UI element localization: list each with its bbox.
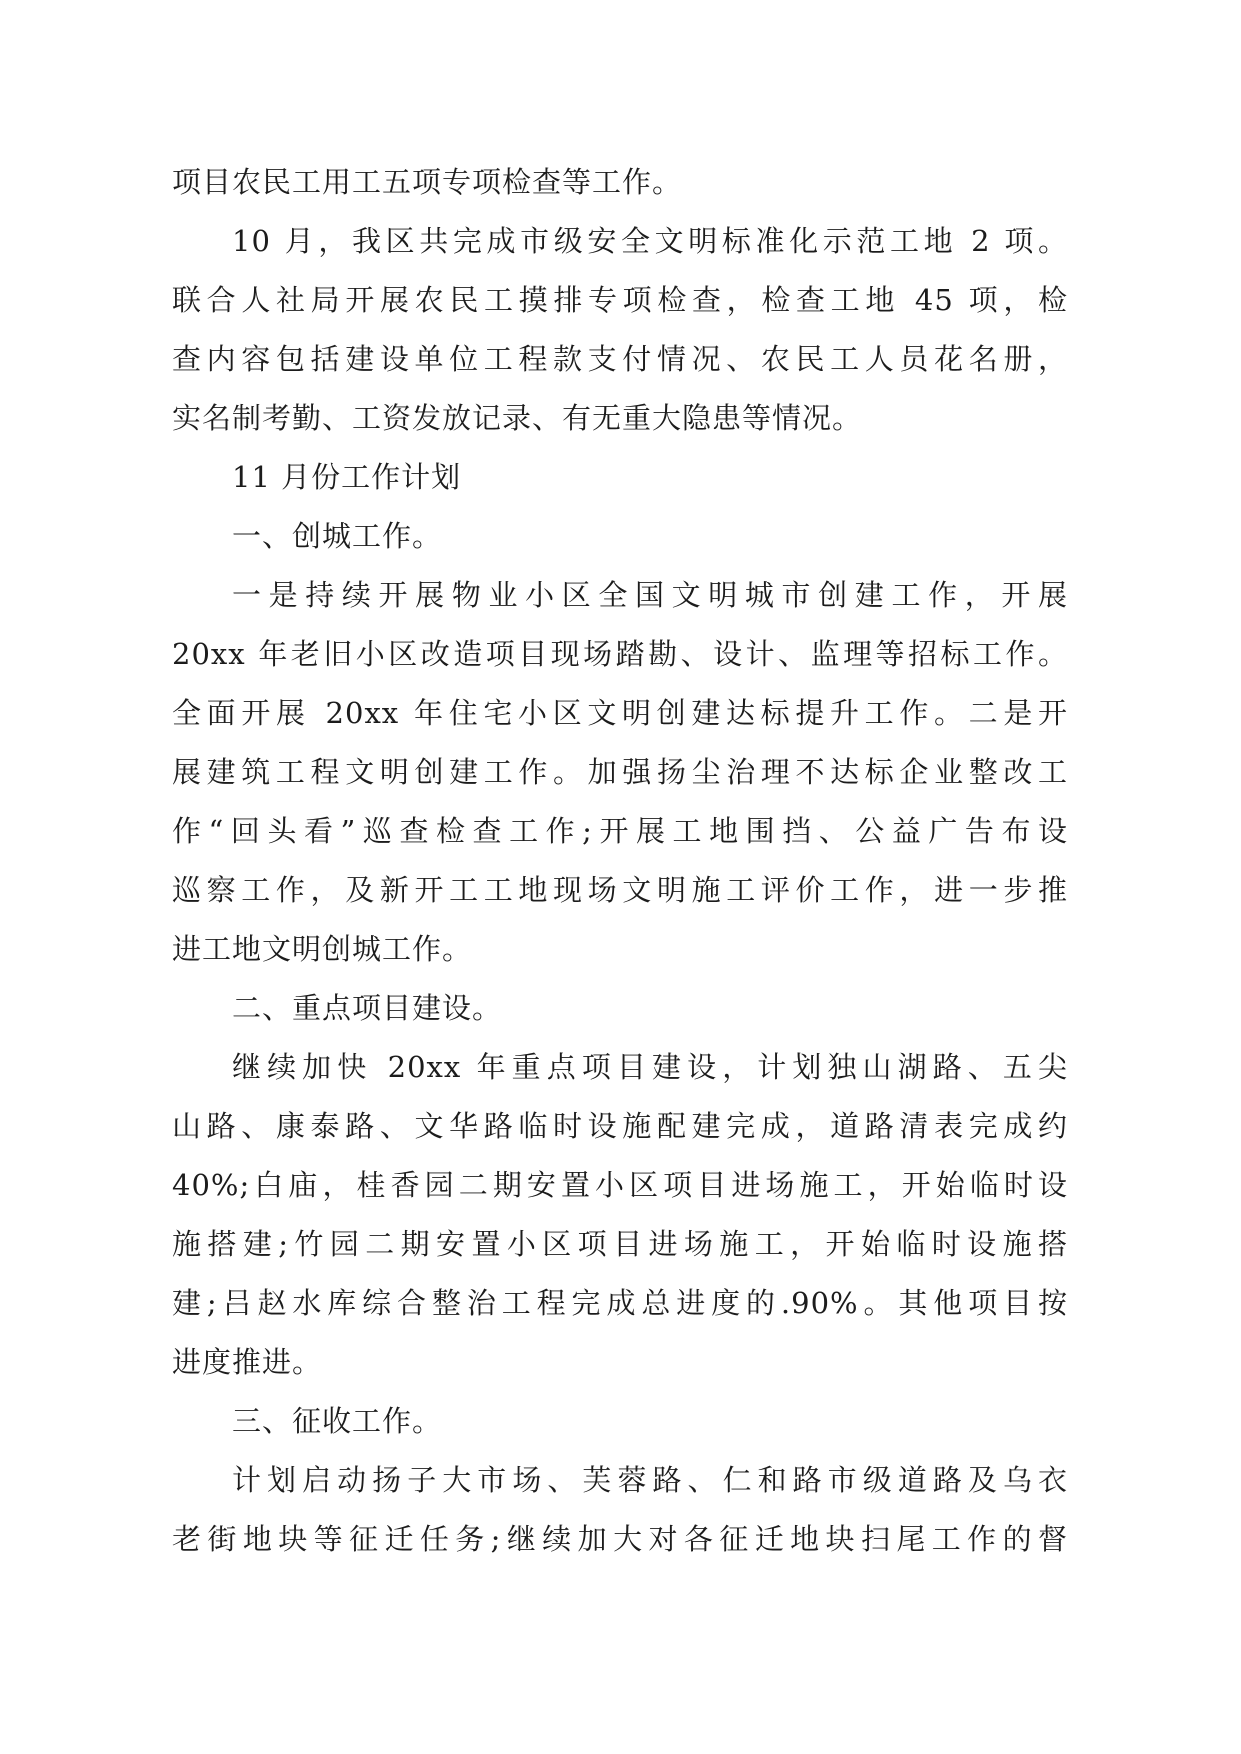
paragraph <box>172 566 1068 979</box>
paragraph <box>172 212 1068 448</box>
paragraph-line: 一是持续开展物业小区全国文明城市创建工作，开展 <box>232 578 1068 612</box>
paragraph-line: 进度推进。 <box>172 1345 323 1379</box>
plan-title-line: 11 月份工作计划 <box>232 460 462 494</box>
paragraph-line: 山路、康泰路、文华路临时设施配建完成，道路清表完成约 <box>172 1109 1068 1143</box>
plan-title <box>172 448 1068 507</box>
paragraph-line: 巡察工作，及新开工工地现场文明施工评价工作，进一步推 <box>172 873 1068 907</box>
paragraph-line: 老街地块等征迁任务;继续加大对各征迁地块扫尾工作的督 <box>172 1522 1068 1556</box>
paragraph-line: 进工地文明创城工作。 <box>172 932 473 966</box>
paragraph <box>172 153 1068 212</box>
paragraph-line: 20xx 年老旧小区改造项目现场踏勘、设计、监理等招标工作。 <box>172 637 1068 671</box>
paragraph-line: 作“回头看”巡查检查工作;开展工地围挡、公益广告布设 <box>172 814 1068 848</box>
paragraph <box>172 1451 1068 1569</box>
paragraph-line: 实名制考勤、工资发放记录、有无重大隐患等情况。 <box>172 401 863 435</box>
section-heading-line: 一、创城工作。 <box>232 519 443 553</box>
paragraph-line: 继续加快 20xx 年重点项目建设，计划独山湖路、五尖 <box>232 1050 1068 1084</box>
section-heading <box>172 507 1068 566</box>
section-heading <box>172 979 1068 1038</box>
paragraph-line: 40%;白庙，桂香园二期安置小区项目进场施工，开始临时设 <box>172 1168 1068 1202</box>
section-heading-line: 二、重点项目建设。 <box>232 991 503 1025</box>
section-heading <box>172 1392 1068 1451</box>
paragraph-line: 建;吕赵水库综合整治工程完成总进度的.90%。其他项目按 <box>172 1286 1068 1320</box>
paragraph-line: 10 月，我区共完成市级安全文明标准化示范工地 2 项。 <box>232 224 1068 258</box>
paragraph-line: 施搭建;竹园二期安置小区项目进场施工，开始临时设施搭 <box>172 1227 1068 1261</box>
paragraph-line: 计划启动扬子大市场、芙蓉路、仁和路市级道路及乌衣 <box>232 1463 1068 1497</box>
paragraph-line: 全面开展 20xx 年住宅小区文明创建达标提升工作。二是开 <box>172 696 1068 730</box>
document-body <box>172 153 1068 1569</box>
paragraph-line: 展建筑工程文明创建工作。加强扬尘治理不达标企业整改工 <box>172 755 1068 789</box>
paragraph-line: 联合人社局开展农民工摸排专项检查，检查工地 45 项，检 <box>172 283 1068 317</box>
paragraph-line: 项目农民工用工五项专项检查等工作。 <box>172 165 683 199</box>
section-heading-line: 三、征收工作。 <box>232 1404 443 1438</box>
paragraph <box>172 1038 1068 1392</box>
paragraph-line: 查内容包括建设单位工程款支付情况、农民工人员花名册， <box>172 342 1068 376</box>
